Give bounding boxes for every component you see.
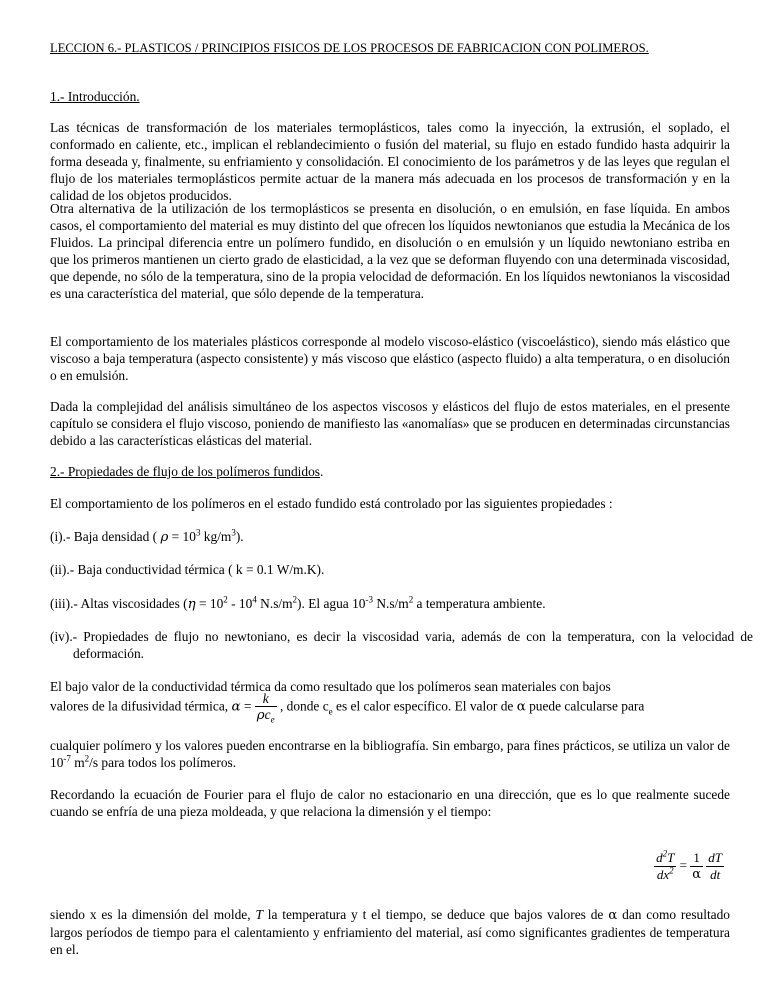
eq-lhs-num (654, 850, 676, 867)
fraction-denominator (255, 707, 277, 723)
eq-equals: = (679, 857, 687, 873)
diffusivity-mid: , donde c (276, 698, 329, 714)
conclusion-post: la temperatura y t el tiempo, se deduce que bajos valores de (262, 907, 609, 922)
paragraph-intro: Las técnicas de transformación de los materiales termoplásticos, tales como la inyección, la extrusión, el soplado, el conformado en caliente, etc., implican el reblandecimiento o fusión del material, su flujo en estado fundido hasta adquirir la forma deseada y, finalmente, su enfriamiento y consolidación. El conocimiento de los parámetros y de las leyes que regulan el flujo de los materiales termoplásticos permite actuar de la manera más adecuada en los procesos de transformación y en la calidad de los objetos producidos. (50, 120, 730, 203)
paragraph-alternative: Otra alternativa de la utilización de los termoplásticos se presenta en disolución, o en emulsión, en fase líquida. En ambos casos, el comportamiento del material es muy distinto del que ofrecen los líquidos newtonianos que estudia la Mecánica de los Fluidos. La principal diferencia entre un polímero fundido, en disolución o en emulsión y un líquido newtoniano estriba en que los primeros mantienen un cierto grado de elasticidad, a la vez que se deforman fluyendo con una determinada viscosidad, que depende, no sólo de la temperatura, sino de la propia velocidad de deformación. En los líquidos newtonianos la viscosidad es una característica del material, que sólo depende de la temperatura. (50, 201, 730, 301)
fraction-numerator: k (255, 692, 277, 707)
eq-alpha: α (692, 867, 702, 882)
diffusivity-pre: valores de la difusividad térmica, (50, 698, 232, 714)
paragraph-diffusivity-cont (50, 737, 730, 771)
eq-lhs-fraction (654, 850, 676, 883)
equals-sign: = (240, 698, 255, 714)
density-unit: kg/m (200, 529, 232, 544)
viscosity-d: ). El agua 10 (297, 596, 366, 611)
conclusion-T: T (255, 907, 263, 922)
eq-lhs-den (654, 867, 676, 883)
eq-one: 1 (690, 850, 703, 867)
property-viscosity (50, 595, 730, 613)
ce-subscript: e (328, 706, 333, 717)
diffusivity-exp-2: 2 (84, 753, 90, 764)
diffusivity-cont1: cualquier polímero y los valores pueden encontrarse en la bibliografía. Sin embargo, para fines prácticos, se utiliza un valor de 10 (50, 738, 730, 770)
viscosity-exp-1: 2 (223, 594, 228, 605)
diffusivity-post2: puede calcularse para (525, 698, 645, 714)
diffusivity-post1: es el calor específico. El valor de (332, 698, 517, 714)
eta-symbol: η (187, 597, 196, 612)
viscosity-f: a temperatura ambiente. (413, 596, 546, 611)
paragraph-complexity: Dada la complejidad del análisis simultáneo de los aspectos viscosos y elásticos del flujo de estos materiales, en el presente capítulo se considera el flujo viscoso, poniendo de manifiesto las «anomalías» que se producen en determinadas circunstancias debido a las características elásticas del material. (50, 399, 730, 448)
density-end: ). (235, 529, 244, 544)
eq-rhs1-fraction (690, 850, 703, 883)
c-den-sub: e (270, 714, 275, 725)
eq-dx-exp: 2 (669, 865, 674, 876)
alpha-symbol-2: α (516, 699, 526, 715)
diffusivity-cont2: m (70, 755, 85, 770)
c-den: c (264, 707, 271, 722)
conclusion-pre: siendo x es la dimensión del molde, (50, 907, 256, 922)
eq-d-exp: 2 (662, 848, 668, 859)
eq-dx: dx (656, 867, 670, 882)
viscosity-exp-4: -3 (365, 594, 373, 605)
diffusivity-exp: -7 (63, 753, 71, 764)
eq-T: T (667, 850, 675, 865)
diffusivity-cont3: /s para todos los polímeros. (89, 755, 237, 770)
section-2-heading-text: 2.- Propiedades de flujo de los polímeros fundidos (50, 464, 321, 479)
viscosity-exp-3: 2 (292, 594, 298, 605)
section-2-heading (50, 463, 730, 480)
eq-rhs2-fraction (706, 850, 724, 883)
rho-symbol-den: ρ (256, 708, 265, 723)
viscosity-c: N.s/m (256, 596, 293, 611)
viscosity-exp-2: 4 (252, 594, 257, 605)
paragraph-conclusion (50, 906, 730, 958)
conclusion-alpha: α (608, 908, 618, 923)
viscosity-pre: (iii).- Altas viscosidades ( (50, 596, 188, 611)
density-unit-exponent: 3 (231, 527, 236, 538)
alpha-symbol: α (231, 699, 241, 715)
viscosity-e: N.s/m (372, 596, 409, 611)
conclusion-end: dan como resultado largos períodos de tiempo para el calentamiento y enfriamiento del material, así como significantes gradientes de temperatura en el. (50, 907, 730, 957)
document-title: LECCION 6.- PLASTICOS / PRINCIPIOS FISICOS DE LOS PROCESOS DE FABRICACION CON POLIMEROS. (50, 41, 649, 55)
eq-d: d (656, 850, 663, 865)
property-conductivity: (ii).- Baja conductividad térmica ( k = 0.1 W/m.K). (50, 562, 325, 577)
paragraph-fourier: Recordando la ecuación de Fourier para el flujo de calor no estacionario en una dirección, que es lo que realmente sucede cuando se enfría de una pieza moldeada, y que relaciona la dimensión y el tiempo: (50, 787, 730, 819)
paragraph-diffusivity-line2 (50, 692, 730, 723)
density-exponent: 3 (195, 527, 201, 538)
paragraph-viscoelastic: El comportamiento de los materiales plásticos corresponde al modelo viscoso-elástico (viscoelástico), siendo más elástico que viscoso a baja temperatura (aspecto consistente) y más viscoso que elástico (aspecto fluido) a alta temperatura, o en disolución o en emulsión. (50, 334, 730, 383)
viscosity-b: - 10 (227, 596, 253, 611)
paragraph-properties-intro: El comportamiento de los polímeros en el estado fundido está controlado por las siguientes propiedades : (50, 496, 613, 511)
diffusivity-fraction (255, 692, 277, 723)
density-mid: = 10 (168, 529, 196, 544)
viscosity-exp-5: 2 (408, 594, 414, 605)
property-non-newtonian: (iv).- Propiedades de flujo no newtoniano, es decir la viscosidad varia, además de con la temperatura, con la velocidad de deformación. (50, 629, 753, 661)
density-pre: (i).- Baja densidad ( (50, 529, 161, 544)
paragraph-diffusivity-line1: El bajo valor de la conductividad térmica da como resultado que los polímeros sean materiales con bajos (50, 679, 611, 694)
section-1-heading: 1.- Introducción. (50, 89, 140, 104)
eq-dt: dt (710, 867, 721, 882)
rho-symbol: ρ (160, 530, 169, 545)
eq-dT: dT (708, 850, 722, 865)
property-density (50, 528, 730, 546)
fourier-equation (654, 850, 724, 883)
heading-period: . (320, 464, 324, 479)
viscosity-a: = 10 (195, 596, 224, 611)
